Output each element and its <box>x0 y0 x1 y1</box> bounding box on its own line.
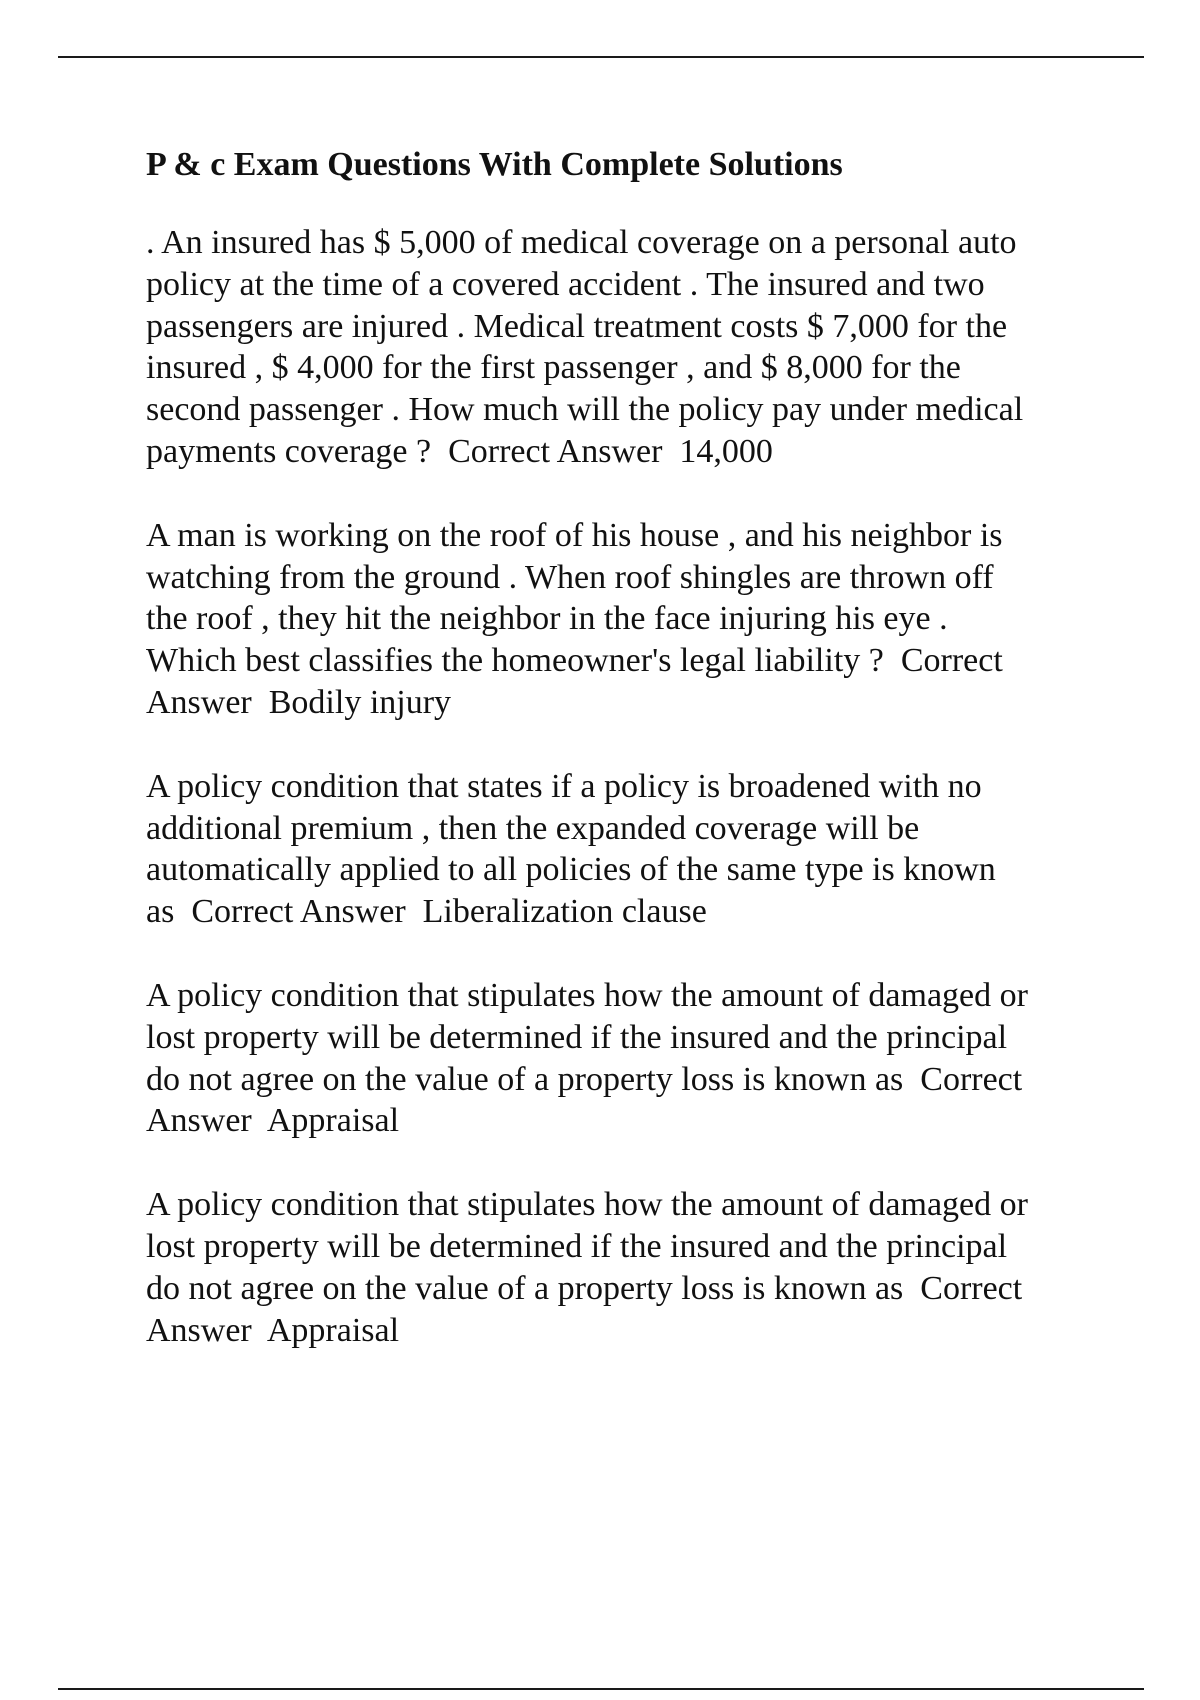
document-title: P & c Exam Questions With Complete Solutions <box>146 146 843 183</box>
question-1-line-6: payments coverage ? Correct Answer 14,000 <box>146 432 773 470</box>
question-2-line-2: watching from the ground . When roof shingles are thrown off <box>146 558 994 596</box>
question-4-line-1: A policy condition that stipulates how the amount of damaged or <box>146 976 1028 1014</box>
question-5-line-3: do not agree on the value of a property loss is known as Correct <box>146 1269 1023 1307</box>
top-divider <box>58 56 1144 58</box>
question-1-line-2: policy at the time of a covered accident . The insured and two <box>146 265 985 303</box>
question-4-line-4: Answer Appraisal <box>146 1102 400 1140</box>
question-2 <box>146 515 1096 724</box>
question-3-line-1: A policy condition that states if a policy is broadened with no <box>146 767 982 805</box>
question-5-line-4: Answer Appraisal <box>146 1311 400 1349</box>
question-1-line-3: passengers are injured . Medical treatment costs $ 7,000 for the <box>146 307 1008 345</box>
question-1-line-4: insured , $ 4,000 for the first passenger , and $ 8,000 for the <box>146 349 961 387</box>
bottom-divider <box>58 1688 1144 1690</box>
document-body <box>146 144 1096 1393</box>
question-1-line-1: . An insured has $ 5,000 of medical coverage on a personal auto <box>146 224 1017 261</box>
question-1 <box>146 222 1096 473</box>
question-3 <box>146 766 1096 933</box>
question-4-line-2: lost property will be determined if the insured and the principal <box>146 1018 1008 1056</box>
question-2-line-1: A man is working on the roof of his house , and his neighbor is <box>146 516 1003 554</box>
question-3-line-4: as Correct Answer Liberalization clause <box>146 893 707 931</box>
question-5 <box>146 1184 1096 1351</box>
question-2-line-3: the roof , they hit the neighbor in the face injuring his eye . <box>146 600 948 638</box>
question-4 <box>146 975 1096 1142</box>
question-5-line-1: A policy condition that stipulates how the amount of damaged or <box>146 1186 1028 1224</box>
question-2-line-4: Which best classifies the homeowner's legal liability ? Correct <box>146 642 1003 680</box>
question-3-line-3: automatically applied to all policies of the same type is known <box>146 851 996 889</box>
question-5-line-2: lost property will be determined if the insured and the principal <box>146 1227 1008 1265</box>
question-3-line-2: additional premium , then the expanded coverage will be <box>146 809 920 847</box>
question-4-line-3: do not agree on the value of a property loss is known as Correct <box>146 1060 1023 1098</box>
question-1-line-5: second passenger . How much will the policy pay under medical <box>146 391 1024 429</box>
question-2-line-5: Answer Bodily injury <box>146 683 452 721</box>
